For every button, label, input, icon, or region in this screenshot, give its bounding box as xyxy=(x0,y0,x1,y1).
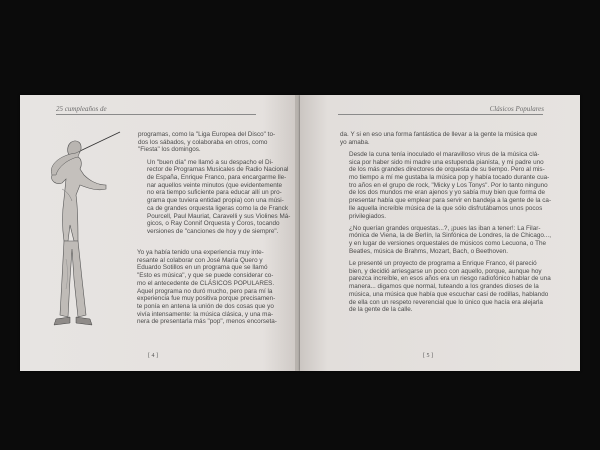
text-line: versiones de "canciones de hoy y de siempre". xyxy=(147,227,279,235)
left-page-number: [ 4 ] xyxy=(148,353,158,359)
right-paragraph-1 xyxy=(340,131,550,146)
text-line: "Fiesta" los domingos. xyxy=(138,146,201,154)
text-line: Yo ya había tenido una experiencia muy inte- xyxy=(137,249,264,256)
text-line: yo amaba. xyxy=(340,138,370,146)
text-line: ca de grandes orquesta ligeras como la de Franck xyxy=(147,204,289,212)
text-line: grama que tuviera entidad propia) con una músi- xyxy=(147,197,284,205)
left-running-head: 25 cumpleaños de xyxy=(56,105,107,113)
text-line: nar aquellos veinte minutos (que evidentemente xyxy=(147,181,283,189)
text-line: dos los sábados, y colaboraba en otros, como xyxy=(138,138,268,146)
text-line: de los dos mundos me eran ajenos y yo sabía muy bien que forma de xyxy=(349,189,546,197)
text-line: Desde la cuna tenía inoculado el maravilloso virus de la música clá- xyxy=(349,150,540,158)
left-page-text-lower xyxy=(128,249,278,326)
text-line: experiencia fue muy positiva porque precisamen- xyxy=(137,295,276,303)
text-line: resante al colaborar con José María Quero y xyxy=(137,256,263,264)
text-line: no era tiempo suficiente para educar allí un pro- xyxy=(147,189,282,197)
text-line: de la gente de la calle. xyxy=(349,306,413,314)
left-page-text-upper xyxy=(138,131,291,236)
right-header-rule xyxy=(338,114,543,115)
text-line: lle aquella increíble música de la que sólo disfrutábamos unos pocos xyxy=(349,204,543,212)
left-page xyxy=(20,95,296,371)
text-line: tro años en el grupo de rock, "Micky y Los Tonys". Por lo tanto ninguno xyxy=(349,181,548,189)
text-line: Pourcell, Paul Mauriat, Caravelli y sus Violines Má- xyxy=(147,212,291,220)
text-line: vivía intensamente: la música clásica, y una ma- xyxy=(137,310,274,318)
left-header-rule xyxy=(56,114,256,115)
right-page-text xyxy=(340,131,550,314)
right-page xyxy=(300,95,580,371)
conductor-illustration xyxy=(40,129,122,339)
text-line: Aquel programa no duró mucho, pero para mí la xyxy=(137,287,273,295)
right-page-number: [ 5 ] xyxy=(423,353,433,359)
text-line: música, una música que había que escuchar casi de rodillas, hablando xyxy=(349,290,549,298)
text-line: "Esto es música", y que se puede considerar co- xyxy=(137,272,274,280)
text-line: da. Y si en eso una forma fantástica de llevar a la gente la música que xyxy=(340,131,538,138)
text-line: mo tiempo a mí me gustaba la música pop y había tocado durante cua- xyxy=(349,174,550,182)
left-paragraph-2 xyxy=(138,158,291,236)
text-line: ¿No querían grandes orquestas...?, ¡pues las iban a tener!: La Filar- xyxy=(349,224,541,232)
right-paragraph-3 xyxy=(340,225,550,256)
text-line: de los más grandes directores de orquesta de su tiempo. Pero al mis- xyxy=(349,166,545,174)
text-line: presentar había que emplear para servir en bandeja a la gente de la ca- xyxy=(349,197,552,205)
right-paragraph-4 xyxy=(340,260,550,314)
text-line: y en lugar de versiones orquestales de músicos como Lecuona, o The xyxy=(349,240,547,248)
text-line: sica por haber sido mi madre una estupenda pianista, y mi padre uno xyxy=(349,158,544,166)
text-line: nera de presentarla más "pop", menos encorseta- xyxy=(137,318,277,326)
text-line: Le presenté un proyecto de programa a Enrique Franco, él pareció xyxy=(349,260,537,268)
text-line: mónica de Viena, la de Berlín, la Sinfónica de Londres, la de Chicago..., xyxy=(349,232,551,240)
text-line: programas, como la "Liga Europea del Disco" to- xyxy=(138,131,276,138)
text-line: gicos, o Ray Connif Orquesta y Coros, tocando xyxy=(147,220,280,228)
text-line: Eduardo Sotillos en un programa que se llamó xyxy=(137,264,268,272)
text-line: bien, y decidió arriesgarse un poco con aquello, porque, aunque hoy xyxy=(349,267,542,275)
left-paragraph-1 xyxy=(138,131,276,154)
open-booklet xyxy=(20,95,580,371)
text-line: privilegiados. xyxy=(349,212,387,220)
right-paragraph-2 xyxy=(340,151,550,220)
text-line: parezca increíble, en esos años era un riesgo radiofónico hablar de una xyxy=(349,275,551,283)
left-paragraph-3 xyxy=(128,249,278,326)
text-line: manera... digamos que normal, tuteando a los grandes dioses de la xyxy=(349,283,539,291)
text-line: Un "buen día" me llamó a su despacho el Di- xyxy=(147,158,274,166)
text-line: Beatles, música de Brahms, Mozart, Bach, o Beethoven. xyxy=(349,247,509,255)
text-line: rector de Programas Musicales de Radio Nacional xyxy=(147,166,289,174)
right-running-head: Clásicos Populares xyxy=(489,105,544,113)
text-line: de España, Enrique Franco, para encargarme lle- xyxy=(147,174,287,182)
text-line: mo el antecedente de CLÁSICOS POPULARES. xyxy=(137,279,275,287)
text-line: de ella con un respeto reverencial que lo único que hacía era alejarla xyxy=(349,298,543,306)
text-line: te ponía en antena la unión de dos cosas que yo xyxy=(137,302,274,310)
